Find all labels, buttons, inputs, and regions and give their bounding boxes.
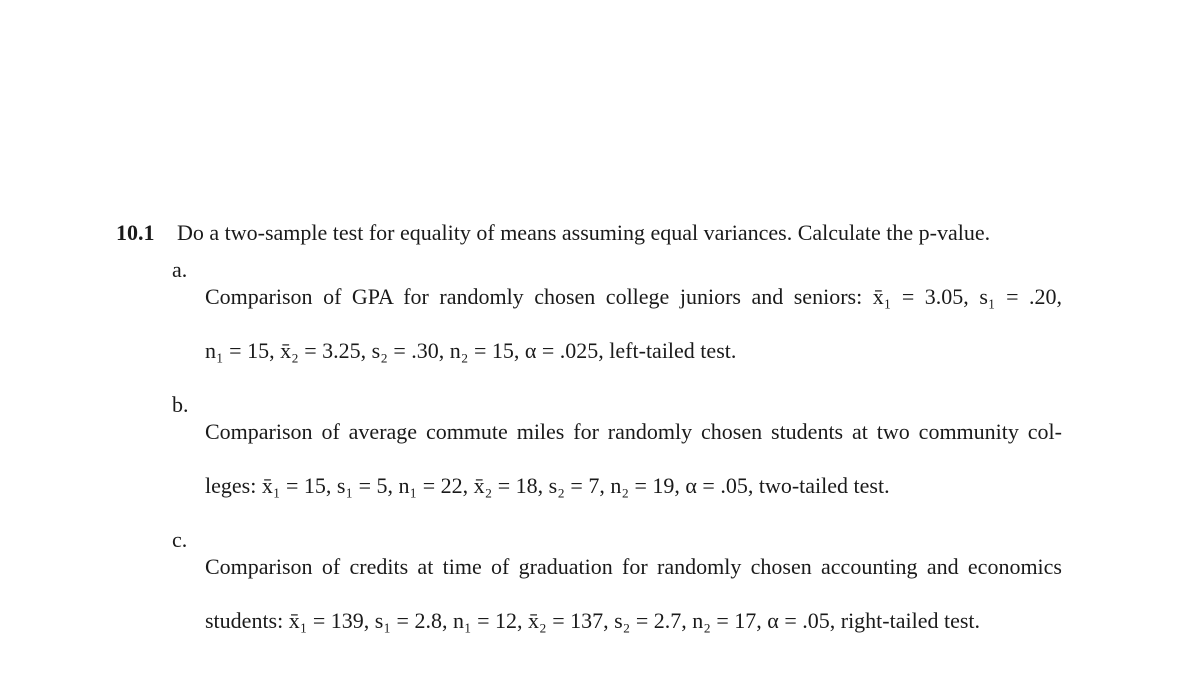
exercise-number: 10.1 — [116, 220, 155, 245]
exercise-instruction: Do a two-sample test for equality of means assuming equal variances. Calculate the p-value. — [177, 220, 991, 245]
part-line: Comparison of credits at time of graduation for randomly chosen accounting and economics — [205, 554, 1062, 579]
part-letter: c. — [172, 527, 188, 552]
part-line: students: x̄₁ = 139, s₁ = 2.8, n₁ = 12, x̄₂ = 137, s₂ = 2.7, n₂ = 17, α = .05, right-tailed test. — [205, 608, 981, 633]
part-line: leges: x̄₁ = 15, s₁ = 5, n₁ = 22, x̄₂ = 18, s₂ = 7, n₂ = 19, α = .05, two-tailed test. — [205, 473, 890, 498]
part-letter: b. — [172, 392, 189, 417]
exercise-parts — [172, 256, 1062, 661]
part-line: Comparison of GPA for randomly chosen college juniors and seniors: x̄₁ = 3.05, s₁ = .20, — [205, 284, 1062, 309]
part-line: Comparison of average commute miles for randomly chosen students at two community col- — [205, 419, 1062, 444]
part-b — [172, 391, 1062, 526]
part-a — [172, 256, 1062, 391]
part-c — [172, 526, 1062, 661]
part-text — [205, 526, 1062, 661]
part-text — [205, 391, 1062, 526]
part-text — [205, 256, 1062, 391]
part-line: n₁ = 15, x̄₂ = 3.25, s₂ = .30, n₂ = 15, α = .025, left-tailed test. — [205, 338, 737, 363]
part-letter: a. — [172, 257, 188, 282]
